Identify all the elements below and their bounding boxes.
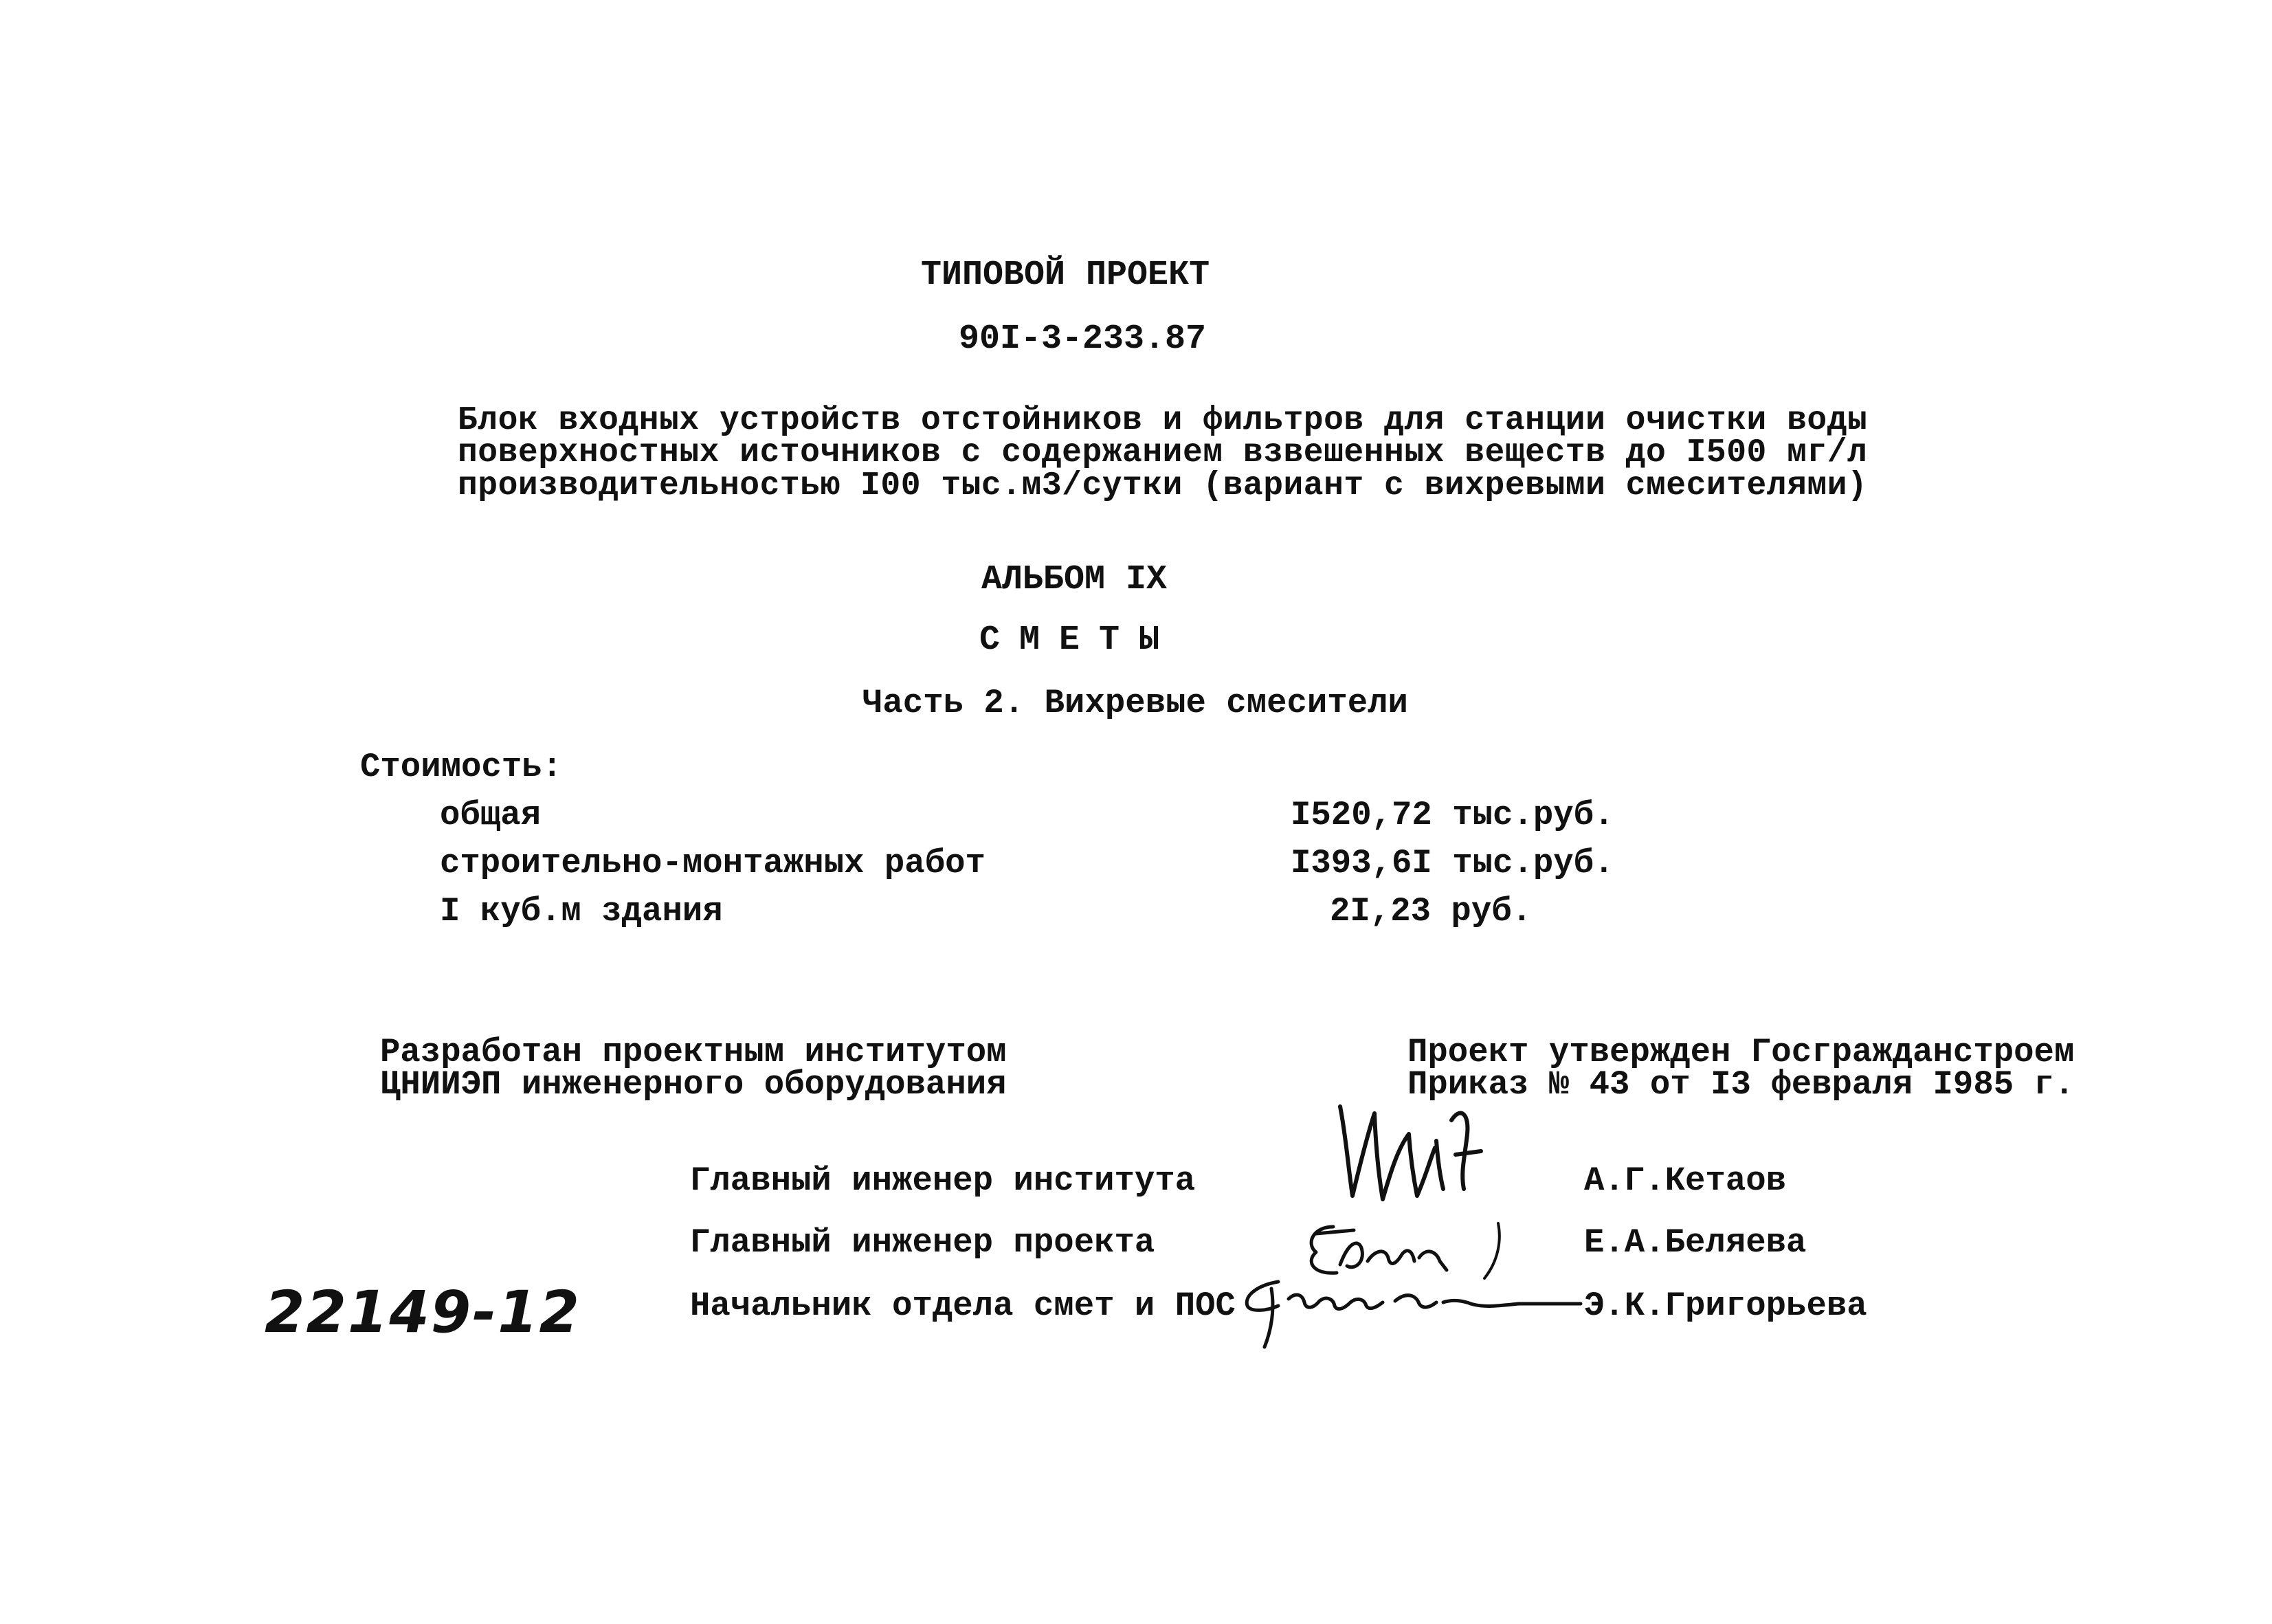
cost-label-total: общая xyxy=(440,796,542,834)
inventory-number: 22149-12 xyxy=(265,1278,581,1346)
document-type-title: ТИПОВОЙ ПРОЕКТ xyxy=(921,256,1210,295)
developer-line-1: Разработан проектным институтом xyxy=(380,1033,1007,1071)
approval-line-1: Проект утвержден Госгражданстроем xyxy=(1407,1033,2075,1071)
signature-grigorieva xyxy=(1230,1268,1588,1350)
description-line-2: поверхностных источников с содержанием взвешенных веществ до I500 мг/л xyxy=(458,434,1868,471)
cost-value-per-cubic-meter: 2I,23 руб. xyxy=(1330,892,1533,931)
signatory-role-chief-engineer-project: Главный инженер проекта xyxy=(690,1223,1155,1262)
project-number: 90I-3-233.87 xyxy=(959,320,1207,359)
developer-line-2: ЦНИИЭП инженерного оборудования xyxy=(380,1065,1007,1104)
part-title: Часть 2. Вихревые смесители xyxy=(862,684,1408,722)
section-title: СМЕТЫ xyxy=(979,621,1179,660)
cost-label-construction: строительно-монтажных работ xyxy=(440,844,985,882)
description-line-1: Блок входных устройств отстойников и фильтров для станции очистки воды xyxy=(458,402,1868,439)
cost-heading: Стоимость: xyxy=(360,748,563,786)
description-line-3: производительностью I00 тыс.м3/сутки (вариант с вихревыми смесителями) xyxy=(458,467,1868,504)
cost-value-construction: I393,6I тыс.руб. xyxy=(1291,844,1614,882)
signatory-name-grigorieva: Э.К.Григорьева xyxy=(1584,1287,1867,1325)
signatory-role-chief-engineer-institute: Главный инженер института xyxy=(690,1161,1196,1200)
signature-ketaov xyxy=(1333,1093,1512,1210)
signatory-name-ketaov: А.Г.Кетаов xyxy=(1584,1161,1787,1200)
signatory-role-head-estimates: Начальник отдела смет и ПОС xyxy=(690,1287,1236,1325)
cost-label-per-cubic-meter: I куб.м здания xyxy=(440,892,723,931)
album-label: АЛЬБОМ IX xyxy=(981,560,1168,599)
signatory-name-belyaeva: Е.А.Беляева xyxy=(1584,1223,1807,1262)
approval-line-2: Приказ № 43 от I3 февраля I985 г. xyxy=(1407,1065,2075,1104)
cost-value-total: I520,72 тыс.руб. xyxy=(1291,796,1614,834)
